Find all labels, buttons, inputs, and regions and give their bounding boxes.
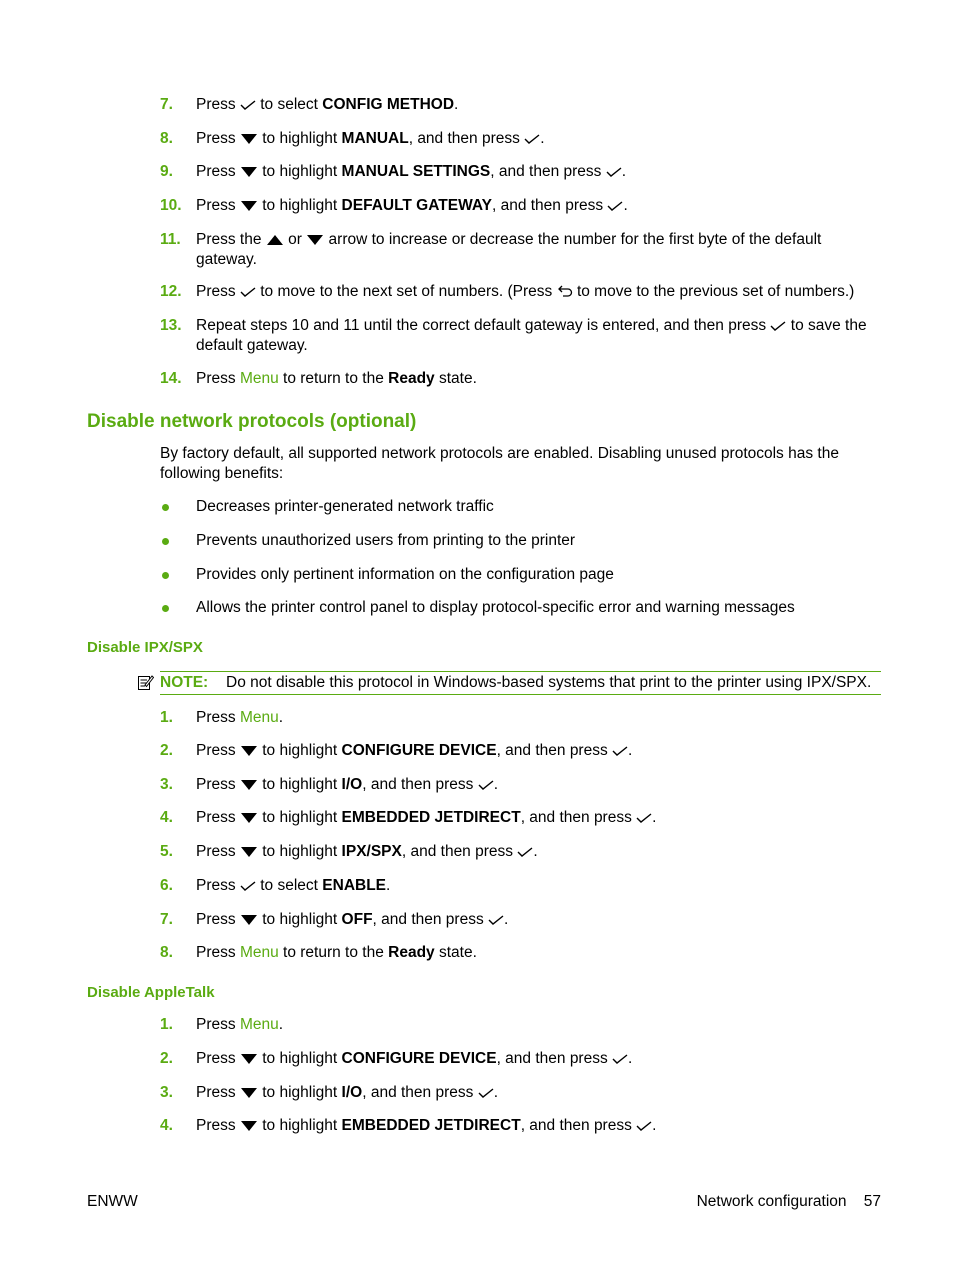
step-number: 1. [160,1016,173,1033]
back-arrow-icon [557,284,573,298]
step-text: Press [196,370,236,387]
step-text: to highlight [262,1050,338,1067]
step-text: Press [196,1117,236,1134]
step-text: state. [439,944,477,961]
step-text: . [386,877,391,894]
step-keyword: EMBEDDED JETDIRECT [341,1117,521,1134]
step-text: . [278,709,284,726]
subsection-heading-ipx: Disable IPX/SPX [87,639,203,656]
step-text: to highlight [262,809,338,826]
step-text: Press [196,877,236,894]
step-text: , and then press [408,130,520,147]
down-arrow-icon [240,1053,258,1065]
down-arrow-icon [240,166,258,178]
step-text: to select [260,96,318,113]
ipx-step-5: 5. Press to highlight IPX/SPX, and then press . [160,843,538,860]
appletalk-step-1 [160,1015,882,1035]
checkmark-icon [478,779,494,791]
checkmark-icon [240,99,256,111]
step-text: to highlight [262,776,338,793]
step-text: to highlight [262,197,338,214]
step-text: Press [196,1050,236,1067]
ipx-step-2: 2. Press to highlight CONFIGURE DEVICE, and then press . [160,742,633,759]
down-arrow-icon [240,846,258,858]
step-number: 9. [160,163,173,180]
step-text: , and then press [496,1050,608,1067]
step-9: 9. Press to highlight MANUAL SETTINGS, and then press . [160,163,627,180]
step-text: , and then press [362,1084,474,1101]
menu-button-ref: Menu [239,944,279,961]
note-box [160,671,881,695]
appletalk-step-2: 2. Press to highlight CONFIGURE DEVICE, and then press . [160,1050,633,1067]
step-13 [160,316,882,356]
note-icon [136,673,154,691]
checkmark-icon [524,133,540,145]
step-text: Press the [196,231,262,248]
step-number: 10. [160,197,182,214]
step-text: Press [196,163,236,180]
menu-button-ref: Menu [239,1016,279,1033]
step-text: , and then press [491,197,604,214]
checkmark-icon [607,200,623,212]
checkmark-icon [240,880,256,892]
step-text: , and then press [362,776,474,793]
footer-right [697,1192,881,1212]
step-number: 14. [160,370,182,387]
step-number: 13. [160,317,182,334]
step-keyword: I/O [341,1084,363,1101]
ipx-step-3: 3. Press to highlight I/O, and then press . [160,776,499,793]
step-text: to highlight [262,163,338,180]
checkmark-icon [770,320,786,332]
note-label: NOTE: [160,674,209,691]
step-text: Press [196,776,236,793]
step-number: 7. [160,96,173,113]
step-keyword: ENABLE [322,877,387,894]
bullet-dot [162,605,169,612]
step-text: to return to the [283,944,384,961]
footer-left: ENWW [87,1193,138,1210]
benefit-item [160,531,882,551]
page-number: 57 [863,1193,881,1210]
step-text: to move to the next set of numbers. (Press [260,283,553,300]
section-heading: Disable network protocols (optional) [87,411,417,432]
bullet-dot [162,572,169,579]
checkmark-icon [517,846,533,858]
ipx-step-7: 7. Press to highlight OFF, and then press . [160,911,509,928]
step-text: to move to the previous set of numbers.) [576,283,855,300]
step-number: 2. [160,1050,173,1067]
step-7 [160,95,882,115]
step-text: Press [196,130,236,147]
ipx-step-8 [160,943,882,963]
step-text: . [278,1016,284,1033]
step-number: 12. [160,283,182,300]
step-text: to highlight [262,1117,338,1134]
checkmark-icon [636,1120,652,1132]
step-text: to highlight [262,742,338,759]
checkmark-icon [612,1053,628,1065]
benefit-text: Prevents unauthorized users from printing to the printer [196,532,576,549]
step-text: to highlight [262,843,338,860]
up-arrow-icon [266,234,284,246]
step-text: Press [196,843,236,860]
checkmark-icon [612,745,628,757]
step-text: to highlight [262,1084,338,1101]
step-text: to highlight [262,911,338,928]
note-text: Do not disable this protocol in Windows-based systems that print to the printer using IPX/SPX. [226,674,872,691]
step-number: 3. [160,1084,173,1101]
step-text: , and then press [520,809,632,826]
step-keyword: MANUAL SETTINGS [341,163,491,180]
appletalk-step-4: 4. Press to highlight EMBEDDED JETDIRECT, and then press . [160,1117,657,1134]
step-text: , and then press [520,1117,632,1134]
step-text: Repeat steps 10 and 11 until the correct default gateway is entered, and then press [196,317,767,334]
ipx-step-6 [160,876,882,896]
benefit-text: Decreases printer-generated network traffic [196,498,494,515]
bullet-dot [162,538,169,545]
step-number: 7. [160,911,173,928]
step-text: , and then press [490,163,602,180]
ipx-step-4: 4. Press to highlight EMBEDDED JETDIRECT, and then press . [160,809,657,826]
step-number: 3. [160,776,173,793]
down-arrow-icon [240,812,258,824]
step-text: Press [196,96,236,113]
step-text: Press [196,911,236,928]
benefit-item [160,598,882,618]
checkmark-icon [240,286,256,298]
checkmark-icon [636,812,652,824]
step-text: , and then press [496,742,608,759]
step-number: 8. [160,130,173,147]
benefit-item [160,497,882,517]
down-arrow-icon [240,914,258,926]
step-number: 4. [160,809,173,826]
step-text: arrow to increase or decrease the number for the first byte of the default gateway. [196,231,822,268]
subsection-heading-appletalk: Disable AppleTalk [87,984,215,1001]
footer-section: Network configuration [696,1193,847,1210]
step-text: . [454,96,459,113]
appletalk-step-3: 3. Press to highlight I/O, and then press . [160,1084,499,1101]
step-keyword: CONFIG METHOD [322,96,455,113]
benefit-text: Allows the printer control panel to display protocol-specific error and warning messages [196,599,795,616]
step-number: 1. [160,709,173,726]
step-keyword: Ready [388,370,435,387]
benefit-text: Provides only pertinent information on the configuration page [196,566,614,583]
step-12 [160,282,882,302]
step-keyword: IPX/SPX [341,843,402,860]
step-keyword: I/O [341,776,363,793]
step-keyword: CONFIGURE DEVICE [341,1050,497,1067]
benefit-item [160,565,882,585]
step-text: Press [196,1084,236,1101]
step-text: to save the default gateway. [196,317,867,354]
step-number: 4. [160,1117,173,1134]
down-arrow-icon [240,1087,258,1099]
checkmark-icon [488,914,504,926]
step-14 [160,369,882,389]
step-keyword: Ready [388,944,435,961]
step-number: 6. [160,877,173,894]
step-text: state. [439,370,477,387]
step-text: Press [196,809,236,826]
down-arrow-icon [240,779,258,791]
step-keyword: OFF [341,911,373,928]
step-keyword: DEFAULT GATEWAY [341,197,492,214]
bullet-dot [162,504,169,511]
step-number: 2. [160,742,173,759]
step-text: Press [196,709,236,726]
step-text: , and then press [372,911,484,928]
step-keyword: EMBEDDED JETDIRECT [341,809,521,826]
step-text: to select [260,877,318,894]
checkmark-icon [478,1087,494,1099]
step-11 [160,230,882,270]
down-arrow-icon [240,745,258,757]
down-arrow-icon [240,133,258,145]
step-text: Press [196,742,236,759]
step-keyword: CONFIGURE DEVICE [341,742,497,759]
menu-button-ref: Menu [239,709,279,726]
step-text: to return to the [283,370,384,387]
step-number: 5. [160,843,173,860]
step-text: Press [196,283,236,300]
ipx-step-1 [160,708,882,728]
step-number: 11. [160,231,181,248]
step-10: 10. Press to highlight DEFAULT GATEWAY, and then press . [160,197,628,214]
intro-paragraph: By factory default, all supported network protocols are enabled. Disabling unused protocols has the following benefits: [160,445,839,482]
step-keyword: MANUAL [341,130,409,147]
step-text: Press [196,197,236,214]
step-8: 8. Press to highlight MANUAL, and then press . [160,130,545,147]
step-text: to highlight [262,130,338,147]
down-arrow-icon [306,234,324,246]
step-text: or [288,231,302,248]
step-text: , and then press [401,843,514,860]
step-text: Press [196,944,236,961]
menu-button-ref: Menu [239,370,279,387]
down-arrow-icon [240,1120,258,1132]
step-text: Press [196,1016,236,1033]
step-number: 8. [160,944,173,961]
checkmark-icon [606,166,622,178]
down-arrow-icon [240,200,258,212]
